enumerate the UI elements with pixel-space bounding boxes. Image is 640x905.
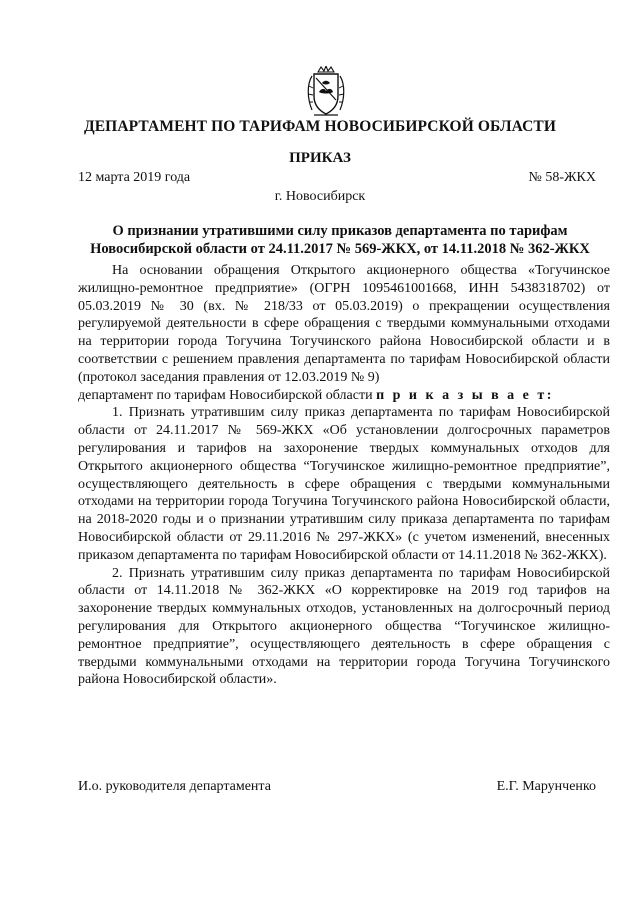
- city: г. Новосибирск: [274, 189, 366, 204]
- coat-of-arms-icon: [304, 66, 348, 118]
- subject-line-1: О признании утратившими силу приказов департамента по тарифам: [112, 223, 568, 239]
- decree-lead: департамент по тарифам Новосибирской области: [78, 387, 373, 403]
- decree-word: п р и к а з ы в а е т:: [376, 387, 554, 403]
- order-body: [78, 262, 610, 689]
- signer-role: И.о. руководителя департамента: [78, 779, 271, 794]
- order-subject: [70, 222, 610, 258]
- item-2: 2. Признать утратившим силу приказ департамента по тарифам Новосибирской области от 14.11.2018 № 362-ЖКХ «О корректировке на 2019 год тарифов на захоронение твердых коммунальных отходов, установленных на долгосрочный период регулирования для Открытого акционерного общества “Тогучинское жилищно-ремонтное предприятие”, осуществляющего деятельность в сфере обращения с твердыми коммунальными отходами на территории города Тогучина Тогучинского района Новосибирской области».: [78, 565, 610, 688]
- order-date: 12 марта 2019 года: [78, 170, 191, 185]
- subject-line-2: Новосибирской области от 24.11.2017 № 569-ЖКХ, от 14.11.2018 № 362-ЖКХ: [90, 241, 590, 257]
- document-type: ПРИКАЗ: [289, 150, 351, 166]
- order-number: № 58-ЖКХ: [528, 170, 596, 185]
- signer-name: Е.Г. Марунченко: [496, 779, 596, 794]
- decree-line: [78, 387, 610, 405]
- intro-paragraph: На основании обращения Открытого акционерного общества «Тогучинское жилищно-ремонтное предприятие» (ОГРН 1095461001668, ИНН 5438318702) от 05.03.2019 № 30 (вх. № 218/33 от 05.03.2019) о прекращении осуществления регулируемой деятельности в сфере обращения с твердыми коммунальными отходами на территории города Тогучина Тогучинского района Новосибирской области и в соответствии с решением правления департамента по тарифам Новосибирской области (протокол заседания правления от 12.03.2019 № 9): [78, 263, 610, 385]
- department-title: ДЕПАРТАМЕНТ ПО ТАРИФАМ НОВОСИБИРСКОЙ ОБЛАСТИ: [83, 118, 557, 135]
- item-1: 1. Признать утратившим силу приказ департамента по тарифам Новосибирской области от 24.11.2017 № 569-ЖКХ «Об установлении долгосрочных параметров регулирования и тарифов на захоронение твердых коммунальных отходов для Открытого акционерного общества “Тогучинское жилищно-ремонтное предприятие”, осуществляющего деятельность в сфере обращения с твердыми коммунальными отходами на территории города Тогучина Тогучинского района Новосибирской области, на 2018-2020 годы и о признании утратившим силу приказа департамента по тарифам Новосибирской области от 29.11.2016 № 297-ЖКХ» (с учетом изменений, внесенных приказом департамента по тарифам Новосибирской области от 14.11.2018 № 362-ЖКХ).: [78, 405, 610, 563]
